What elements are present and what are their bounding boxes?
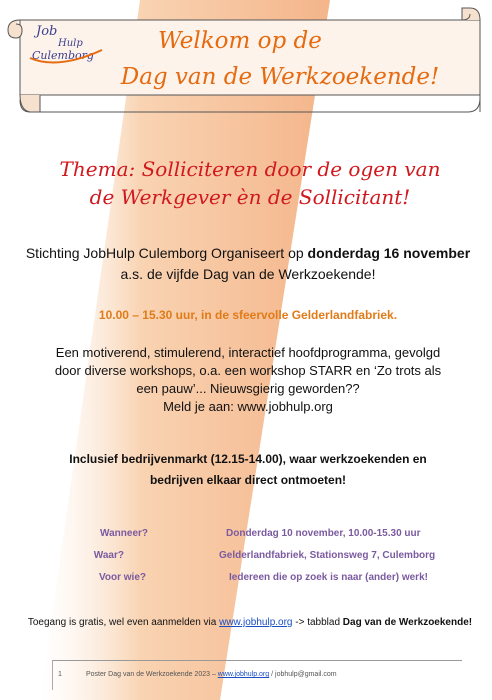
intro-date: donderdag 16 november [307,245,471,261]
market-line-1: Inclusief bedrijvenmarkt (12.15-14.00), waar werkzoekenden en [69,452,427,466]
footer-email: jobhulp@gmail.com [275,671,337,678]
info-value-when: Donderdag 10 november, 10.00-15.30 uur [226,528,421,539]
access-tab-name: Dag van de Werkzoekende! [342,617,473,628]
logo-swoosh-icon [28,44,108,70]
info-row-where [0,550,492,564]
logo-culemborg-text: Culemborg [32,49,94,62]
info-value-where: Gelderlandfabriek, Stationsweg 7, Culemborg [219,550,436,561]
intro-text-2: a.s. de vijfde Dag van de Werkzoekende! [120,266,376,282]
access-note [12,617,488,628]
market-line-2: bedrijven elkaar direct ontmoeten! [149,473,347,487]
program-description [20,344,476,416]
footer-divider [52,660,462,661]
access-website-link[interactable]: www.jobhulp.org [219,617,293,628]
footer-website-link[interactable]: www.jobhulp.org [217,671,270,678]
jobhulp-logo [28,24,108,70]
info-label-when: Wanneer? [100,528,148,539]
desc-line-2: door diverse workshops, o.a. een workshop STARR en ‘Zo trots als [54,363,442,378]
title-line-1: Welkom op de [158,28,322,54]
info-label-who: Voor wie? [98,572,146,583]
info-row-when [0,528,492,542]
logo-hulp-text: Hulp [58,38,83,49]
theme-line-2: de Werkgever èn de Sollicitant! [89,185,411,209]
intro-paragraph [20,243,476,285]
footer-text [86,671,337,678]
page-number-box [52,660,73,690]
footer-title: Poster Dag van de Werkzoekende 2023 – [86,671,218,678]
theme-line-1: Thema: Solliciteren door de ogen van [59,157,441,181]
desc-line-1: Een motiverend, stimulerend, interactief hoofdprogramma, gevolgd [55,345,441,360]
access-text-1: Toegang is gratis, wel even aanmelden via [27,617,220,628]
desc-line-3: een pauw’... Nieuwsgierig geworden?? [136,381,360,396]
theme-heading [20,155,480,211]
page-number: 1 [58,671,62,678]
info-label-where: Waar? [93,550,124,561]
market-paragraph [20,449,476,491]
footer-separator: / [269,671,276,678]
desc-line-4: Meld je aan: www.jobhulp.org [163,399,333,414]
time-location-line: 10.00 – 15.30 uur, in de sfeervolle Gelderlandfabriek. [98,308,398,322]
title-line-2: Dag van de Werkzoekende! [120,64,440,90]
access-text-2: -> tabblad [292,617,343,628]
info-row-who [0,572,492,586]
logo-job-text: Job [36,24,58,39]
info-value-who: Iedereen die op zoek is naar (ander) werk! [229,572,428,583]
intro-text-1: Stichting JobHulp Culemborg Organiseert op [25,245,308,261]
